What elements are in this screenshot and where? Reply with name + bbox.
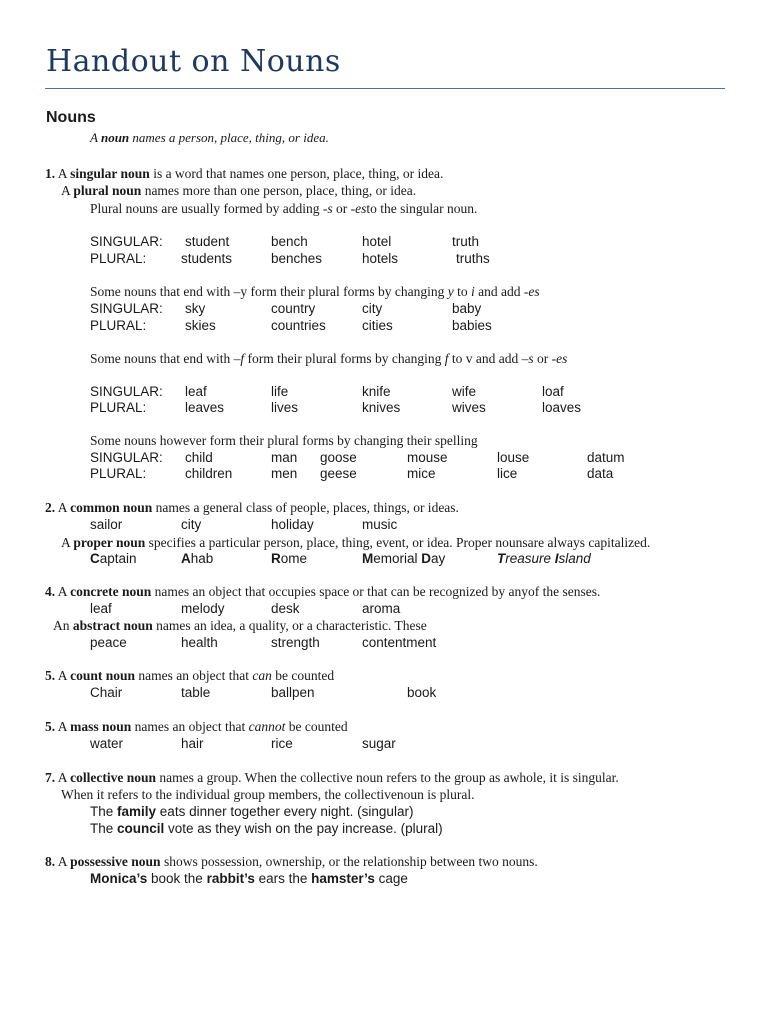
collective-noun-plural-note: When it refers to the individual group members, the collectivenoun is plural. bbox=[61, 787, 475, 802]
proper-noun-example: Rome bbox=[271, 551, 308, 566]
table-cell: PLURAL: bbox=[90, 400, 147, 415]
table-cell: knife bbox=[362, 384, 391, 399]
example-word: book bbox=[407, 685, 437, 700]
page-title: Handout on Nouns bbox=[46, 44, 341, 79]
noun-definition: A noun names a person, place, thing, or idea. bbox=[90, 130, 329, 145]
example-word: holiday bbox=[271, 517, 314, 532]
table-cell: truths bbox=[456, 251, 490, 266]
table-cell: men bbox=[271, 466, 298, 481]
concrete-noun-definition: 4. A concrete noun names an object that occupies space or that can be recognized by anyof the senses. bbox=[45, 584, 601, 599]
table-cell: PLURAL: bbox=[90, 318, 147, 333]
table-row bbox=[0, 466, 768, 483]
table-cell: bench bbox=[271, 234, 308, 249]
example-word: strength bbox=[271, 635, 320, 650]
example-row bbox=[0, 685, 768, 702]
count-noun-definition: 5. A count noun names an object that can be counted bbox=[45, 668, 335, 683]
table-cell: leaf bbox=[185, 384, 207, 399]
table-row bbox=[0, 318, 768, 335]
table-cell: student bbox=[185, 234, 230, 249]
y-rule-text: Some nouns that end with –y form their plural forms by changing y to i and add -es bbox=[90, 284, 540, 299]
example-word: desk bbox=[271, 601, 300, 616]
example-word: peace bbox=[90, 635, 127, 650]
table-cell: cities bbox=[362, 318, 393, 333]
table-cell: SINGULAR: bbox=[90, 450, 163, 465]
example-word: sailor bbox=[90, 517, 123, 532]
collective-example-plural: The council vote as they wish on the pay increase. (plural) bbox=[90, 821, 443, 836]
table-cell: life bbox=[271, 384, 289, 399]
example-word: hair bbox=[181, 736, 204, 751]
table-cell: hotels bbox=[362, 251, 399, 266]
abstract-noun-definition: An abstract noun names an idea, a quality, or a characteristic. These bbox=[53, 618, 427, 633]
table-cell: children bbox=[185, 466, 233, 481]
section-heading: Nouns bbox=[46, 109, 96, 126]
table-cell: country bbox=[271, 301, 316, 316]
table-cell: skies bbox=[185, 318, 216, 333]
proper-noun-example: Captain bbox=[90, 551, 137, 566]
example-word: aroma bbox=[362, 601, 401, 616]
table-row bbox=[0, 400, 768, 417]
table-cell: PLURAL: bbox=[90, 466, 147, 481]
example-word: music bbox=[362, 517, 398, 532]
table-cell: wives bbox=[452, 400, 486, 415]
example-row bbox=[0, 517, 768, 534]
table-cell: baby bbox=[452, 301, 482, 316]
table-row bbox=[0, 234, 768, 251]
proper-noun-definition: A proper noun specifies a particular person, place, thing, event, or idea. Proper nounsare always capitalized. bbox=[61, 535, 651, 550]
table-cell: loaf bbox=[542, 384, 564, 399]
table-cell: mice bbox=[407, 466, 436, 481]
table-cell: leaves bbox=[185, 400, 225, 415]
table-row bbox=[0, 251, 768, 268]
table-cell: SINGULAR: bbox=[90, 234, 163, 249]
table-cell: SINGULAR: bbox=[90, 384, 163, 399]
example-word: water bbox=[90, 736, 124, 751]
table-cell: students bbox=[181, 251, 233, 266]
table-cell: geese bbox=[320, 466, 357, 481]
table-cell: wife bbox=[452, 384, 477, 399]
plural-rule-text: Plural nouns are usually formed by adding -s or -esto the singular noun. bbox=[90, 201, 478, 216]
table-cell: countries bbox=[271, 318, 326, 333]
table-row bbox=[0, 384, 768, 401]
common-noun-definition: 2. A common noun names a general class of people, places, things, or ideas. bbox=[45, 500, 459, 515]
example-word: ballpen bbox=[271, 685, 315, 700]
proper-noun-example: Memorial Day bbox=[362, 551, 446, 566]
table-cell: loaves bbox=[542, 400, 582, 415]
table-cell: child bbox=[185, 450, 213, 465]
table-cell: knives bbox=[362, 400, 401, 415]
example-row bbox=[0, 635, 768, 652]
table-cell: SINGULAR: bbox=[90, 301, 163, 316]
proper-noun-example: Treasure Island bbox=[497, 551, 591, 566]
plural-noun-definition: A plural noun names more than one person, place, thing, or idea. bbox=[61, 183, 417, 198]
table-cell: hotel bbox=[362, 234, 392, 249]
table-cell: benches bbox=[271, 251, 323, 266]
table-cell: lice bbox=[497, 466, 518, 481]
table-row bbox=[0, 450, 768, 467]
possessive-example: Monica’s book the rabbit’s ears the hamster’s cage bbox=[90, 871, 408, 886]
example-row bbox=[0, 601, 768, 618]
table-cell: city bbox=[362, 301, 383, 316]
table-cell: PLURAL: bbox=[90, 251, 147, 266]
table-cell: man bbox=[271, 450, 298, 465]
example-word: leaf bbox=[90, 601, 112, 616]
example-row bbox=[0, 736, 768, 753]
f-rule-text: Some nouns that end with –f form their plural forms by changing f to v and add –s or -es bbox=[90, 351, 568, 366]
table-cell: babies bbox=[452, 318, 492, 333]
singular-noun-definition: 1. A singular noun is a word that names one person, place, thing, or idea. bbox=[45, 166, 444, 181]
table-cell: louse bbox=[497, 450, 530, 465]
example-word: table bbox=[181, 685, 211, 700]
spelling-rule-text: Some nouns however form their plural forms by changing their spelling bbox=[90, 433, 478, 448]
mass-noun-definition: 5. A mass noun names an object that cannot be counted bbox=[45, 719, 348, 734]
example-word: Chair bbox=[90, 685, 123, 700]
table-cell: truth bbox=[452, 234, 480, 249]
title-underline bbox=[45, 88, 725, 89]
collective-example-singular: The family eats dinner together every night. (singular) bbox=[90, 804, 414, 819]
example-row bbox=[0, 551, 768, 568]
example-word: city bbox=[181, 517, 202, 532]
example-word: health bbox=[181, 635, 218, 650]
table-cell: sky bbox=[185, 301, 206, 316]
table-cell: mouse bbox=[407, 450, 448, 465]
example-word: melody bbox=[181, 601, 225, 616]
example-word: sugar bbox=[362, 736, 396, 751]
example-word: contentment bbox=[362, 635, 437, 650]
table-cell: data bbox=[587, 466, 614, 481]
example-word: rice bbox=[271, 736, 293, 751]
table-cell: datum bbox=[587, 450, 625, 465]
table-row bbox=[0, 301, 768, 318]
table-cell: goose bbox=[320, 450, 357, 465]
table-cell: lives bbox=[271, 400, 299, 415]
collective-noun-definition: 7. A collective noun names a group. When the collective noun refers to the group as awhole, it is singular. bbox=[45, 770, 619, 785]
possessive-noun-definition: 8. A possessive noun shows possession, ownership, or the relationship between two nouns. bbox=[45, 854, 538, 869]
proper-noun-example: Ahab bbox=[181, 551, 214, 566]
